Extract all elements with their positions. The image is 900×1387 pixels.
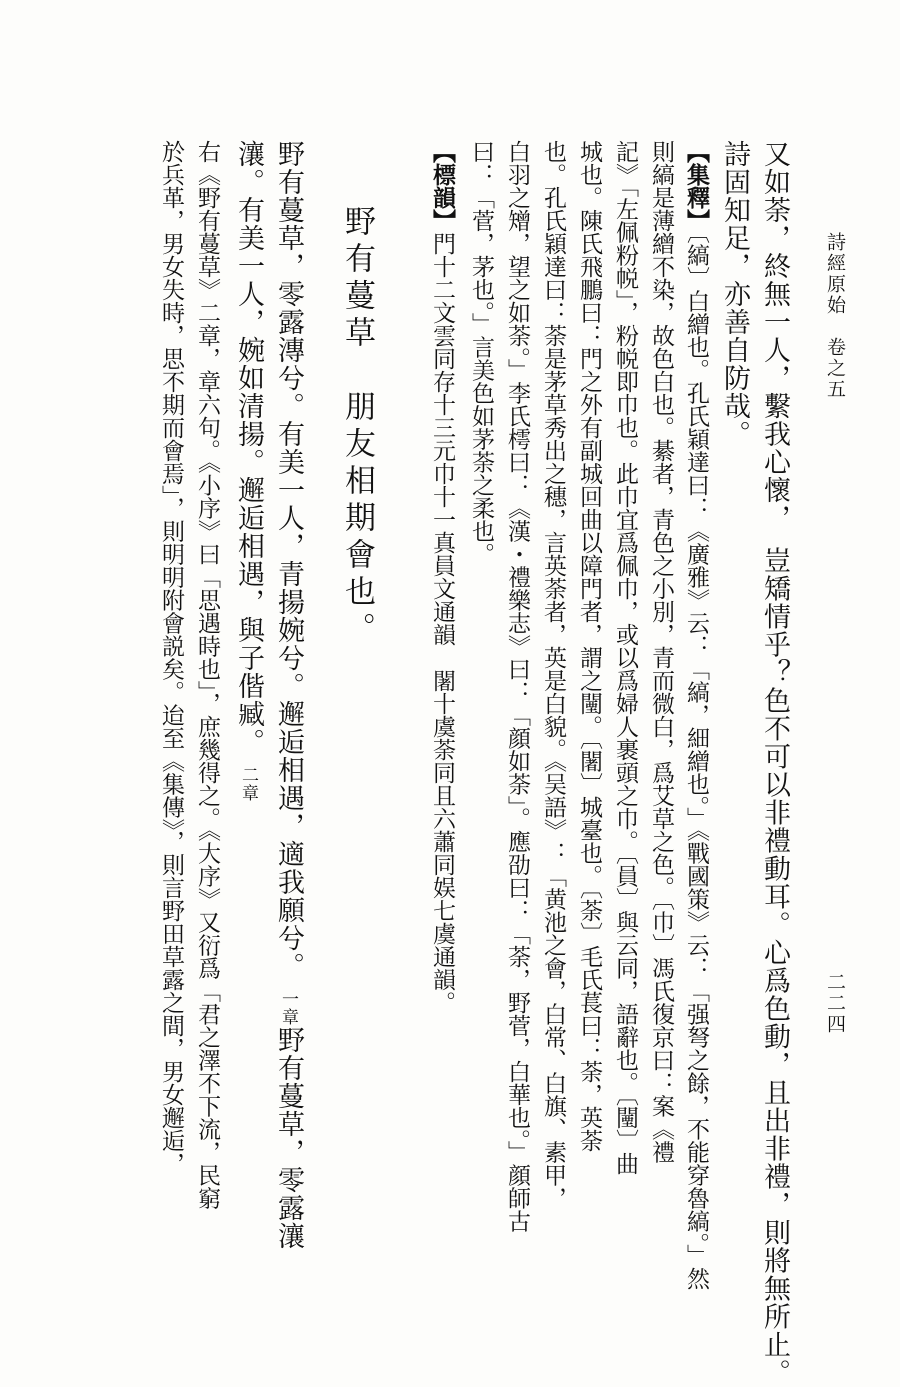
text-column-2: 詩固知足，亦善自防哉。 bbox=[719, 140, 750, 448]
stanza-column-2 bbox=[235, 140, 262, 802]
stanza-column-1 bbox=[275, 140, 302, 1250]
commentary-column-2: 於兵革，男女失時，思不期而會焉」，則明明附會説矣。迨至《集傳》，則言野田草露之間，男女邂逅， bbox=[158, 140, 184, 1175]
biaoyun-label: 【標韻】 bbox=[429, 140, 456, 232]
jishi-text-1: 〔縞〕白繒也。孔氏穎達曰：《廣雅》云：「縞，細繒也。」《戰國策》云：「强弩之餘，不能穿魯縞。」然 bbox=[683, 232, 709, 1290]
jishi-column bbox=[684, 140, 708, 1290]
stanza-2-tag: 二章 bbox=[238, 766, 258, 802]
text-column-1: 又如荼，終無一人，繫我心懷， 豈矯情乎？色不可以非禮動耳。心爲色動，且出非禮，則將無所止。 bbox=[759, 140, 790, 1387]
stanza-2-text: 瀼。有美一人，婉如清揚。邂逅相遇，與子偕臧。 bbox=[233, 140, 264, 756]
note-column-9: 曰：「菅，茅也。」言美色如茅荼之柔也。 bbox=[468, 140, 494, 566]
stanza-1-tag: 一章 bbox=[278, 990, 298, 1026]
jishi-label: 【集釋】 bbox=[683, 140, 710, 232]
rhyme-notes: 門十二文雲同存十三元巾十一真員文通韻 闍十虞荼同且六蕭同娱七虞通韻。 bbox=[429, 232, 455, 1014]
note-column-7: 也。孔氏穎達曰：荼是茅草秀出之穗，言英荼者，英是白貌。《吴語》：「黄池之會，白常、白旗、素甲， bbox=[540, 140, 566, 1210]
stanza-2-start: 野有蔓草，零露瀼 bbox=[273, 1026, 304, 1250]
poem-title: 野有蔓草 朋友相期會也。 bbox=[339, 205, 375, 649]
note-column-6: 城也。陳氏飛鵬曰：門之外有副城回曲以障門者，謂之闉。〔闍〕城臺也。〔荼〕毛氏萇曰：荼，英荼 bbox=[576, 140, 602, 1152]
running-head-title: 詩經原始 卷之五 bbox=[824, 232, 846, 400]
commentary-column-1: 右《野有蔓草》二章，章六句。《小序》曰「思遇時也」，庶幾得之。《大序》又衍爲「君之澤不下流，民窮 bbox=[194, 140, 220, 1210]
note-column-5: 記》「左佩粉帨」，粉帨即巾也。此巾宜爲佩巾，或以爲婦人裹頭之巾。〔員〕與云同，語辭也。〔闉〕曲 bbox=[612, 140, 638, 1175]
biaoyun-column bbox=[430, 140, 454, 1014]
note-column-8: 白羽之矰，望之如荼。」李氏樗曰：《漢・禮樂志》曰：「顔如荼」。應劭曰：「荼，野菅，白華也。」顔師古 bbox=[504, 140, 530, 1233]
note-column-4: 則縞是薄繒不染，故色白也。綦者，青色之小別，青而微白，爲艾草之色。〔巾〕馮氏復京曰：案《禮 bbox=[648, 140, 674, 1164]
page-number: 二二四 bbox=[824, 972, 846, 1035]
stanza-1-text: 野有蔓草，零露漙兮。有美一人，青揚婉兮。邂逅相遇，適我願兮。 bbox=[273, 140, 304, 980]
